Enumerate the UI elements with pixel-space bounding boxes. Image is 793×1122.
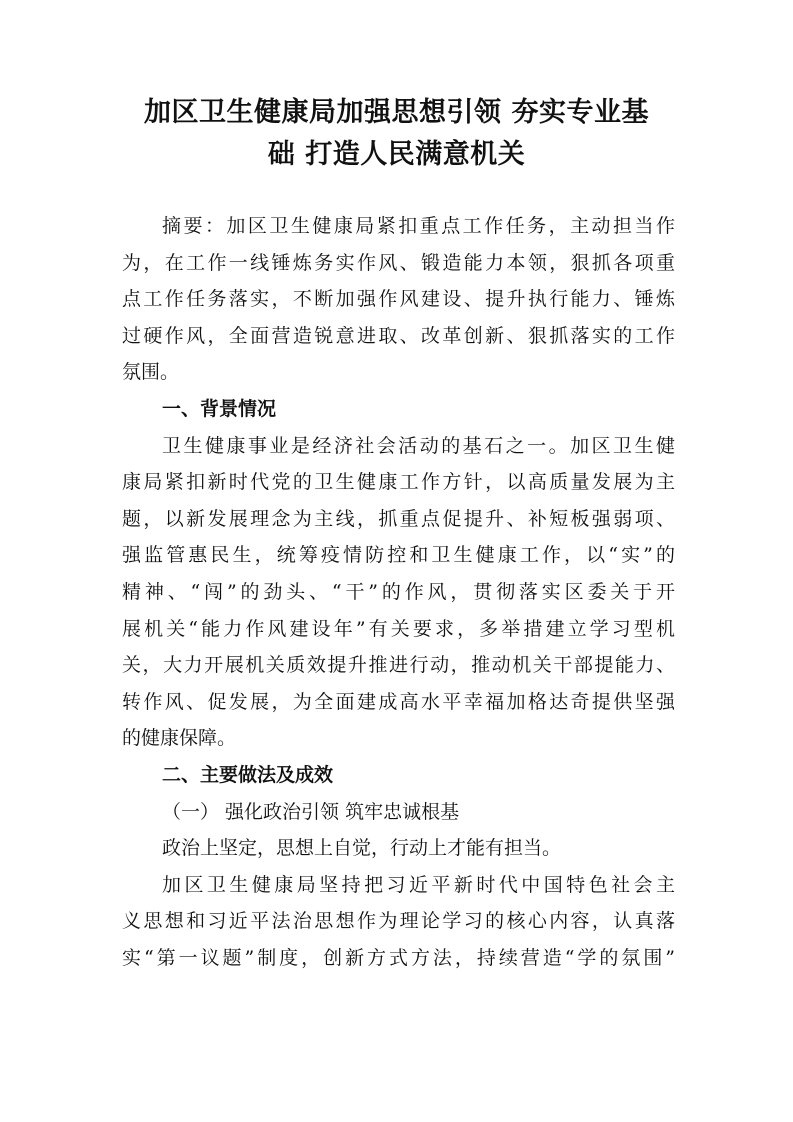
text-line: 康局紧扣新时代党的卫生健康工作方针，以高质量发展为主 [122, 471, 675, 494]
background-paragraph [122, 428, 675, 757]
text-line: 加区卫生健康局坚持把习近平新时代中国特色社会主 [162, 873, 675, 896]
text-line: 精神、“闯”的劲头、“干”的作风，贯彻落实区委关于开 [122, 580, 675, 603]
text-line: 政治上坚定，思想上自觉，行动上才能有担当。 [162, 837, 562, 860]
text-line: 义思想和习近平法治思想作为理论学习的核心内容，认真落 [122, 910, 675, 933]
text-line: 摘要：加区卫生健康局紧扣重点工作任务，主动担当作 [162, 215, 675, 237]
text-line: 点工作任务落实，不断加强作风建设、提升执行能力、锤炼 [122, 288, 675, 311]
theory-study-paragraph [122, 867, 675, 977]
section-heading: 一、背景情况 [162, 397, 277, 420]
title-line: 础 打造人民满意机关 [267, 139, 526, 170]
text-line: 实“第一议题”制度，创新方式方法，持续营造“学的氛围” [122, 946, 675, 969]
text-line: 氛围。 [122, 361, 180, 384]
text-line: 过硬作风，全面营造锐意进取、改革创新、狠抓落实的工作 [122, 324, 675, 347]
section-heading: 二、主要做法及成效 [162, 763, 334, 786]
abstract-paragraph [122, 208, 675, 391]
text-line: 为，在工作一线锤炼务实作风、锻造能力本领，狠抓各项重 [122, 251, 675, 274]
subsection-heading: （一） 强化政治引领 筑牢忠诚根基 [162, 800, 460, 823]
text-line: 卫生健康事业是经济社会活动的基石之一。加区卫生健 [162, 434, 675, 457]
document-title [110, 92, 683, 176]
text-line: 关，大力开展机关质效提升推进行动，推动机关干部提能力、 [122, 654, 675, 677]
text-line: 强监管惠民生，统筹疫情防控和卫生健康工作，以“实”的 [122, 544, 675, 567]
text-line: 转作风、促发展，为全面建成高水平幸福加格达奇提供坚强 [122, 690, 675, 713]
text-line: 题，以新发展理念为主线，抓重点促提升、补短板强弱项、 [122, 507, 675, 530]
text-line: 展机关“能力作风建设年”有关要求，多举措建立学习型机 [122, 617, 675, 640]
document-body [122, 208, 675, 976]
text-line: 的健康保障。 [122, 727, 237, 750]
title-line: 加区卫生健康局加强思想引领 夯实专业基 [144, 97, 649, 128]
